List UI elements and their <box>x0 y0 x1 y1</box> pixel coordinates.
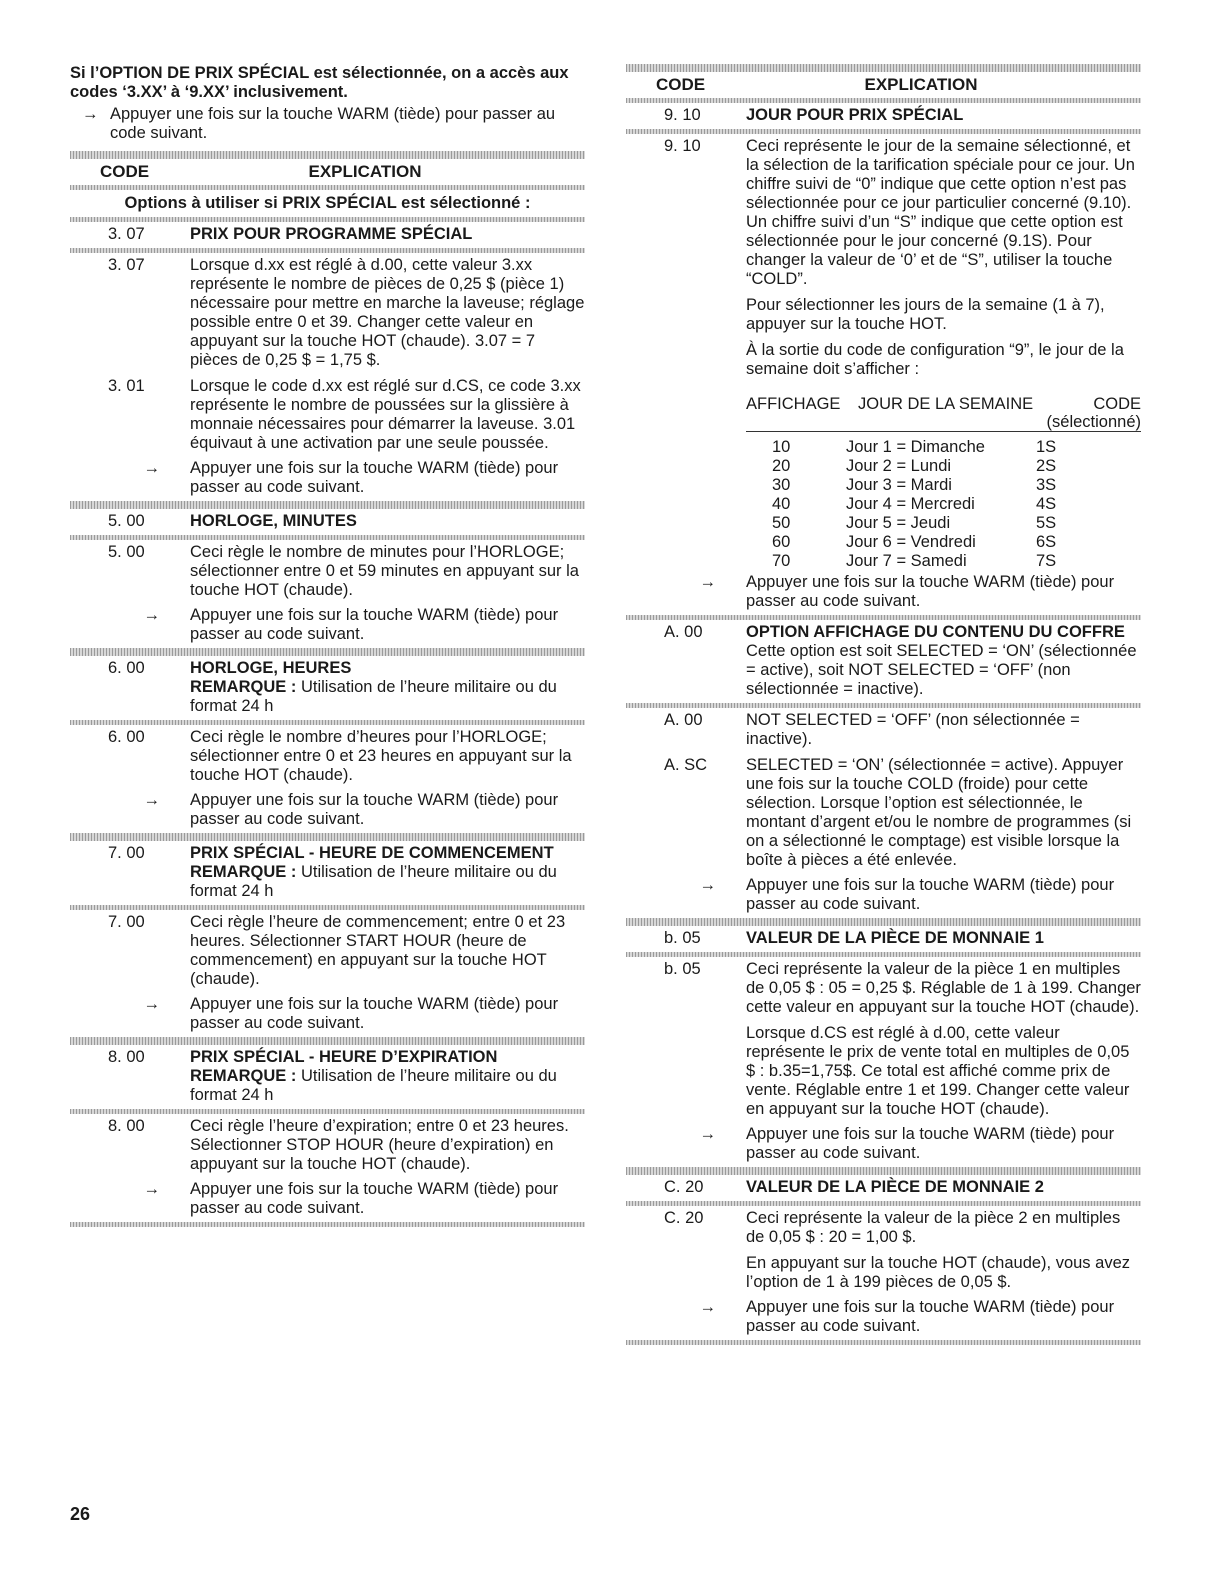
arrow-icon: → <box>143 791 160 809</box>
table-row <box>626 926 1141 952</box>
jour-cell: Jour 6 = Vendredi <box>846 533 976 551</box>
table-row <box>626 134 1141 293</box>
code-header: CODE <box>1093 395 1141 413</box>
jour-cell: Jour 5 = Jeudi <box>846 514 951 532</box>
jour-header: JOUR DE LA SEMAINE <box>858 395 1034 413</box>
paragraph: À la sortie du code de configuration “9”, le jour de la semaine doit s’afficher : <box>746 341 1124 378</box>
row-text: Ceci représente la valeur de la pièce 1 en multiples de 0,05 $ : 05 = 0,25 $. Réglable de 1 à 199. Changer cette valeur en appuyant sur la touche HOT (chaude). <box>746 960 1141 1016</box>
row-code: 7. 00 <box>108 844 145 862</box>
divider <box>70 1222 585 1227</box>
code-cell: 7S <box>1036 552 1057 570</box>
row-code: A. 00 <box>664 623 703 641</box>
table-row <box>626 1175 1141 1201</box>
row-text: SELECTED = ‘ON’ (sélectionnée = active). Appuyer une fois sur la touche COLD (froide) pour cette sélection. Lorsque l’option est sélectionnée, le montant d’argent et/ou le nombre de programmes (si on a sélectionné le comptage) est visible lorsque la boîte à pièces a été enlevée. <box>746 756 1132 869</box>
remarque-label: REMARQUE : <box>190 678 297 696</box>
selectionne-header: (sélectionné) <box>746 414 1141 432</box>
days-table <box>626 438 1141 571</box>
row-code: 5. 00 <box>108 543 145 561</box>
remarque-label: REMARQUE : <box>190 1067 297 1085</box>
row-text-block <box>746 623 1141 699</box>
row-code: b. 05 <box>664 960 701 978</box>
table-header <box>70 159 585 185</box>
remarque-label: REMARQUE : <box>190 863 297 881</box>
right-column <box>626 64 1141 1345</box>
next-code-note <box>626 1296 1141 1340</box>
jour-cell: Jour 2 = Lundi <box>846 457 952 475</box>
arrow-icon: → <box>699 1298 716 1316</box>
affichage-cell: 70 <box>772 552 791 570</box>
row-text: Cette option est soit SELECTED = ‘ON’ (sélectionnée = active), soit NOT SELECTED = ‘OFF’ (non sélectionnée = inactive). <box>746 642 1137 698</box>
table-row <box>70 374 585 457</box>
row-text: NOT SELECTED = ‘OFF’ (non sélectionnée = inactive). <box>746 711 1080 748</box>
arrow-icon: → <box>143 606 160 624</box>
table-row <box>746 533 1141 552</box>
divider <box>70 501 585 509</box>
table-row <box>70 509 585 535</box>
table-header <box>626 72 1141 98</box>
next-code-note <box>626 571 1141 615</box>
row-title: PRIX POUR PROGRAMME SPÉCIAL <box>190 225 473 243</box>
arrow-icon: → <box>699 1125 716 1143</box>
note-text: Appuyer une fois sur la touche WARM (tiède) pour passer au code suivant. <box>190 791 559 828</box>
arrow-icon: → <box>699 876 716 894</box>
divider <box>70 1037 585 1045</box>
row-code: 5. 00 <box>108 512 145 530</box>
code-cell: 5S <box>1036 514 1057 532</box>
row-code: 9. 10 <box>664 106 701 124</box>
code-header: CODE <box>656 75 706 94</box>
table-row <box>626 1206 1141 1251</box>
divider <box>626 64 1141 72</box>
row-text: Ceci règle l’heure de commencement; entre 0 et 23 heures. Sélectionner START HOUR (heure de commencement) en appuyant sur la touche HOT (chaude). <box>190 913 566 988</box>
remarque-text: Utilisation de l’heure militaire ou du format 24 h <box>190 1067 557 1104</box>
table-row <box>70 725 585 789</box>
table-row <box>626 103 1141 129</box>
affichage-cell: 60 <box>772 533 791 551</box>
divider <box>626 1167 1141 1175</box>
code-header: CODE <box>100 162 150 181</box>
paragraph: Pour sélectionner les jours de la semaine (1 à 7), appuyer sur la touche HOT. <box>746 296 1105 333</box>
table-row <box>626 957 1141 1021</box>
left-column <box>70 64 585 1227</box>
next-code-note <box>626 874 1141 918</box>
note-text: Appuyer une fois sur la touche WARM (tiède) pour passer au code suivant. <box>190 995 559 1032</box>
table-row <box>70 656 585 720</box>
affichage-cell: 10 <box>772 438 791 456</box>
affichage-cell: 40 <box>772 495 791 513</box>
row-code: 6. 00 <box>108 659 145 677</box>
row-text-block <box>190 1048 585 1105</box>
table-row <box>626 753 1141 874</box>
row-code: 9. 10 <box>664 137 701 155</box>
note-text: Appuyer une fois sur la touche WARM (tiède) pour passer au code suivant. <box>746 876 1115 913</box>
row-title: VALEUR DE LA PIÈCE DE MONNAIE 1 <box>746 929 1044 947</box>
table-row <box>746 495 1141 514</box>
table-row <box>746 514 1141 533</box>
row-text-block <box>190 659 585 716</box>
row-code: 6. 00 <box>108 728 145 746</box>
row-text: Lorsque le code d.xx est réglé sur d.CS, ce code 3.xx représente le nombre de poussées sur la glissière à monnaie nécessaires pour démarrer la laveuse. 3.01 équivaut à une activation par une seule poussée. <box>190 377 581 452</box>
row-text-block <box>190 844 585 901</box>
table-row <box>70 540 585 604</box>
page-number: 26 <box>70 1504 91 1524</box>
row-title: VALEUR DE LA PIÈCE DE MONNAIE 2 <box>746 1178 1044 1196</box>
remarque-text: Utilisation de l’heure militaire ou du format 24 h <box>190 863 557 900</box>
table-row <box>746 457 1141 476</box>
divider <box>626 1340 1141 1345</box>
table-row <box>746 476 1141 495</box>
next-code-note <box>70 1178 585 1222</box>
table-row <box>70 1045 585 1109</box>
row-code: 3. 07 <box>108 256 145 274</box>
row-title: JOUR POUR PRIX SPÉCIAL <box>746 106 964 124</box>
next-code-note <box>70 993 585 1037</box>
row-code: 3. 01 <box>108 377 145 395</box>
row-text: Lorsque d.xx est réglé à d.00, cette valeur 3.xx représente le nombre de pièces de 0,25 $ (pièce 1) nécessaire pour mettre en marche la laveuse; réglage possible entre 0 et 39. Changer cette valeur en appuyant sur la touche HOT (chaude). 3.07 = 7 pièces de 0,25 $ = 1,75 $. <box>190 256 585 369</box>
code-cell: 4S <box>1036 495 1057 513</box>
next-code-note <box>70 789 585 833</box>
row-code: C. 20 <box>664 1178 704 1196</box>
row-text: Ceci règle le nombre d’heures pour l’HORLOGE; sélectionner entre 0 et 23 heures en appuyant sur la touche HOT (chaude). <box>190 728 572 784</box>
arrow-icon: → <box>82 105 99 123</box>
table-row <box>746 438 1141 457</box>
paragraph: En appuyant sur la touche HOT (chaude), vous avez l’option de 1 à 199 pièces de 0,05 $. <box>746 1254 1130 1291</box>
row-code: 3. 07 <box>108 225 145 243</box>
jour-cell: Jour 1 = Dimanche <box>846 438 985 456</box>
table-row <box>70 841 585 905</box>
row-title: OPTION AFFICHAGE DU CONTENU DU COFFRE <box>746 623 1125 641</box>
note-text: Appuyer une fois sur la touche WARM (tiède) pour passer au code suivant. <box>746 1298 1115 1335</box>
code-cell: 3S <box>1036 476 1057 494</box>
row-title: PRIX SPÉCIAL - HEURE D’EXPIRATION <box>190 1048 498 1066</box>
row-code: 7. 00 <box>108 913 145 931</box>
code-cell: 1S <box>1036 438 1057 456</box>
note-text: Appuyer une fois sur la touche WARM (tiède) pour passer au code suivant. <box>746 1125 1115 1162</box>
jour-cell: Jour 4 = Mercredi <box>846 495 975 513</box>
next-code-note <box>70 604 585 648</box>
jour-cell: Jour 3 = Mardi <box>846 476 952 494</box>
table-row <box>70 910 585 993</box>
row-code: 8. 00 <box>108 1117 145 1135</box>
table-row <box>70 1114 585 1178</box>
row-code: 8. 00 <box>108 1048 145 1066</box>
note-text: Appuyer une fois sur la touche WARM (tiède) pour passer au code suivant. <box>746 573 1115 610</box>
row-code: A. 00 <box>664 711 703 729</box>
explication-header: EXPLICATION <box>308 162 422 181</box>
next-code-note <box>70 457 585 501</box>
row-text: Ceci représente le jour de la semaine sélectionné, et la sélection de la tarification spéciale pour ce jour. Un chiffre suivi de “0” indique que cette option n’est pas sélectionnée pour ce jour particulier concerné (9.10). Un chiffre suivi d’un “S” indique que cette option est sélectionnée pour le jour concerné (9.1S). Pour changer la valeur de ‘0’ et de “S”, utiliser la touche “COLD”. <box>746 137 1135 288</box>
divider <box>70 648 585 656</box>
affichage-cell: 20 <box>772 457 791 475</box>
affichage-cell: 50 <box>772 514 791 532</box>
intro-title: Si l’OPTION DE PRIX SPÉCIAL est sélectionnée, on a accès aux codes ‘3.XX’ à ‘9.XX’ inclusivement. <box>70 64 569 101</box>
note-text: Appuyer une fois sur la touche WARM (tiède) pour passer au code suivant. <box>190 606 559 643</box>
table-row <box>746 552 1141 571</box>
row-title: HORLOGE, MINUTES <box>190 512 357 530</box>
divider <box>626 918 1141 926</box>
arrow-icon: → <box>143 995 160 1013</box>
remarque-text: Utilisation de l’heure militaire ou du format 24 h <box>190 678 557 715</box>
table-row <box>626 708 1141 753</box>
note-text: Appuyer une fois sur la touche WARM (tiède) pour passer au code suivant. <box>190 1180 559 1217</box>
note-text: Appuyer une fois sur la touche WARM (tiède) pour passer au code suivant. <box>190 459 559 496</box>
table-row <box>70 222 585 248</box>
arrow-icon: → <box>699 573 716 591</box>
row-code: A. SC <box>664 756 708 774</box>
row-text: Ceci règle l’heure d’expiration; entre 0 et 23 heures. Sélectionner STOP HOUR (heure d’expiration) en appuyant sur la touche HOT (chaude). <box>190 1117 569 1173</box>
subheader: Options à utiliser si PRIX SPÉCIAL est sélectionné : <box>124 194 531 212</box>
next-code-note <box>626 1123 1141 1167</box>
row-code: C. 20 <box>664 1209 704 1227</box>
affichage-header: AFFICHAGE <box>746 395 841 413</box>
row-text: Ceci représente la valeur de la pièce 2 en multiples de 0,05 $ : 20 = 1,00 $. <box>746 1209 1121 1246</box>
table-row <box>626 620 1141 703</box>
table-row <box>70 253 585 374</box>
jour-cell: Jour 7 = Samedi <box>846 552 967 570</box>
intro-note <box>82 105 585 143</box>
divider <box>70 833 585 841</box>
row-title: PRIX SPÉCIAL - HEURE DE COMMENCEMENT <box>190 844 554 862</box>
days-table-header <box>746 383 1141 414</box>
arrow-icon: → <box>143 459 160 477</box>
arrow-icon: → <box>143 1180 160 1198</box>
affichage-cell: 30 <box>772 476 791 494</box>
code-cell: 2S <box>1036 457 1057 475</box>
paragraph: Lorsque d.CS est réglé à d.00, cette valeur représente le prix de vente total en multiples de 0,05 $ : b.35=1,75$. Ce total est affiché comme prix de vente. Réglable entre 1 et 199. Changer cette valeur en appuyant sur la touche HOT (chaude). <box>746 1024 1130 1118</box>
code-cell: 6S <box>1036 533 1057 551</box>
row-title: HORLOGE, HEURES <box>190 659 352 677</box>
divider <box>70 151 585 159</box>
explication-header: EXPLICATION <box>864 75 978 94</box>
intro-text: Appuyer une fois sur la touche WARM (tiède) pour passer au code suivant. <box>110 105 556 142</box>
row-text: Ceci règle le nombre de minutes pour l’HORLOGE; sélectionner entre 0 et 59 minutes en appuyant sur la touche HOT (chaude). <box>190 543 579 599</box>
row-code: b. 05 <box>664 929 701 947</box>
